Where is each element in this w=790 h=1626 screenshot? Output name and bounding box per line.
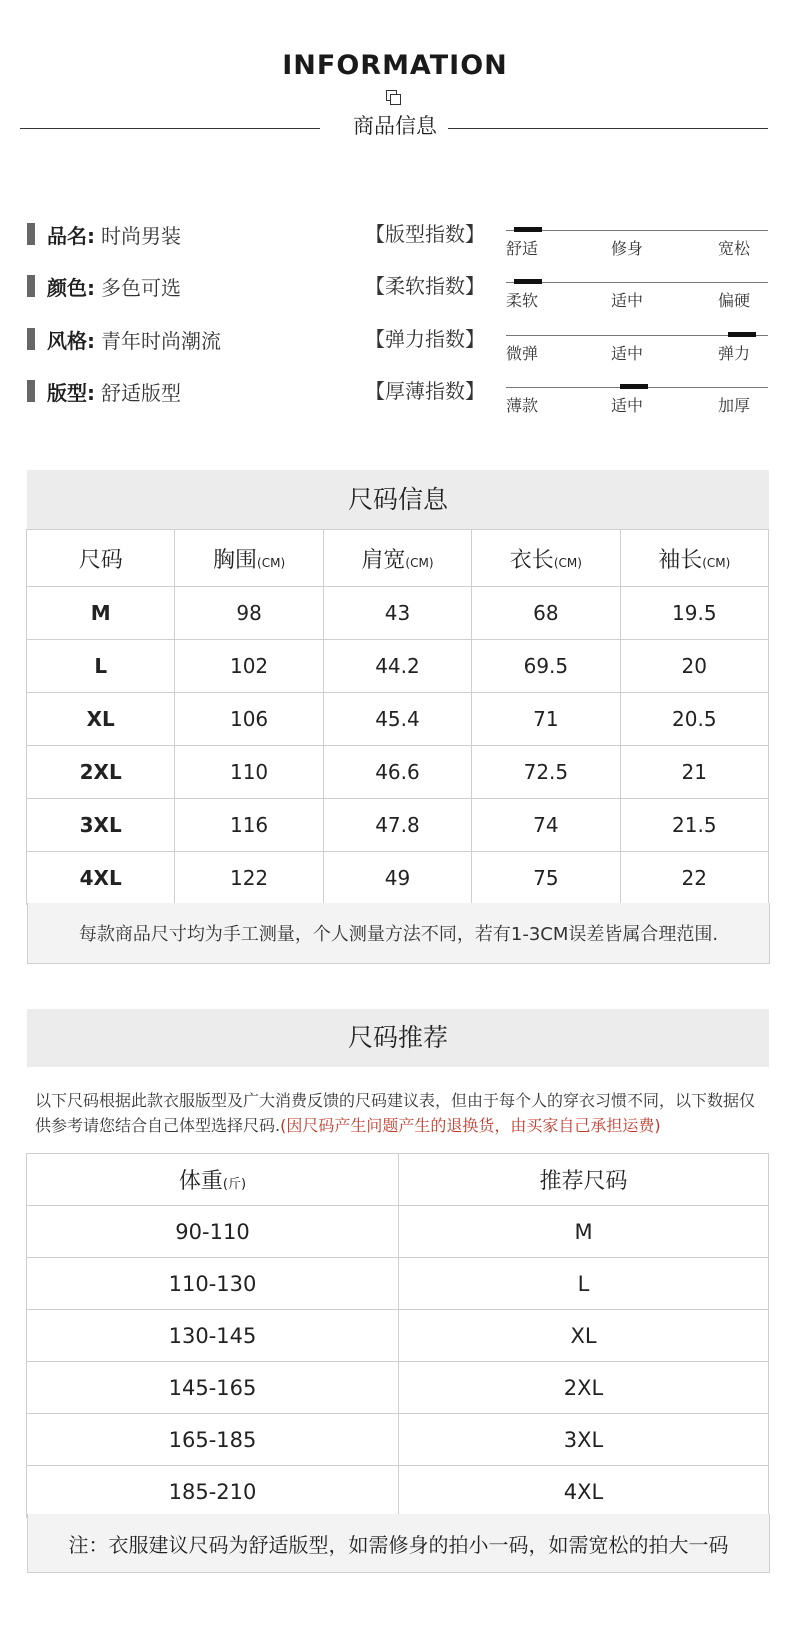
table-cell: 68 — [472, 587, 620, 640]
overlap-squares-icon — [386, 90, 400, 104]
attribute-value: 多色可选 — [101, 275, 181, 300]
index-scale — [506, 274, 768, 314]
table-cell: 20 — [620, 640, 768, 693]
table-cell: 49 — [323, 852, 471, 905]
table-cell: 45.4 — [323, 693, 471, 746]
column-unit: (斤) — [222, 1177, 247, 1192]
column-unit: (CM) — [702, 555, 731, 570]
index-label: 【弹力指数】 — [365, 327, 485, 351]
column-unit: (CM) — [405, 555, 434, 570]
scale-marker — [728, 332, 756, 337]
table-cell: 74 — [472, 799, 620, 852]
scale-line — [506, 230, 768, 231]
table-cell: 4XL — [27, 852, 175, 905]
table-cell: 47.8 — [323, 799, 471, 852]
table-row — [27, 1258, 769, 1310]
table-cell: 21 — [620, 746, 768, 799]
attribute-key: 品名: — [47, 223, 95, 248]
attribute-key: 版型: — [47, 380, 95, 405]
attribute-bar — [27, 275, 35, 297]
page-title: INFORMATION — [282, 50, 508, 81]
table-row — [27, 852, 769, 905]
scale-option: 舒适 — [506, 239, 539, 258]
scale-marker — [620, 384, 648, 389]
column-name: 袖长 — [658, 547, 703, 573]
attribute-row — [27, 376, 181, 406]
attribute-bar — [27, 328, 35, 350]
table-row — [27, 1310, 769, 1362]
index-label: 【柔软指数】 — [365, 274, 485, 298]
table-cell: 90-110 — [27, 1206, 399, 1258]
table-cell: 165-185 — [27, 1414, 399, 1466]
scale-option: 修身 — [611, 239, 644, 258]
table-row — [27, 799, 769, 852]
column-unit: (CM) — [553, 555, 582, 570]
table-cell: M — [399, 1206, 769, 1258]
column-name: 尺码 — [78, 547, 123, 573]
table-cell: 71 — [472, 693, 620, 746]
table-cell: L — [399, 1258, 769, 1310]
size-recommend-note: 注：衣服建议尺码为舒适版型，如需修身的拍小一码，如需宽松的拍大一码 — [27, 1514, 770, 1573]
attribute-bar — [27, 380, 35, 402]
table-cell: 4XL — [399, 1466, 769, 1518]
table-cell: 75 — [472, 852, 620, 905]
table-row — [27, 1206, 769, 1258]
recommend-desc-text: 以下尺码根据此款衣服版型及广大消费反馈的尺码建议表，但由于每个人的穿衣习惯不同，以下数据仅供参考请您结合自己体型选择尺码. — [35, 1091, 756, 1135]
column-header — [175, 530, 323, 587]
scale-line — [506, 282, 768, 283]
table-cell: XL — [27, 693, 175, 746]
table-cell: 2XL — [27, 746, 175, 799]
attribute-key: 颜色: — [47, 275, 95, 300]
table-cell: 185-210 — [27, 1466, 399, 1518]
table-cell: 44.2 — [323, 640, 471, 693]
size-recommend-desc — [27, 1088, 769, 1138]
column-header — [620, 530, 768, 587]
table-cell: M — [27, 587, 175, 640]
scale-option: 适中 — [611, 291, 644, 310]
table-cell: 21.5 — [620, 799, 768, 852]
scale-option: 柔软 — [506, 291, 539, 310]
scale-option: 偏硬 — [718, 291, 751, 310]
scale-option: 适中 — [611, 396, 644, 415]
column-header — [472, 530, 620, 587]
table-cell: 20.5 — [620, 693, 768, 746]
table-row — [27, 640, 769, 693]
table-cell: 98 — [175, 587, 323, 640]
size-info-table — [26, 529, 769, 905]
column-header — [27, 530, 175, 587]
attribute-row — [27, 271, 181, 301]
table-cell: 122 — [175, 852, 323, 905]
scale-option: 弹力 — [718, 344, 751, 363]
table-cell: 19.5 — [620, 587, 768, 640]
table-cell: 110 — [175, 746, 323, 799]
table-cell: 110-130 — [27, 1258, 399, 1310]
table-cell: 3XL — [399, 1414, 769, 1466]
table-cell: 2XL — [399, 1362, 769, 1414]
table-cell: 102 — [175, 640, 323, 693]
attribute-row — [27, 219, 181, 249]
column-name: 体重 — [178, 1169, 223, 1194]
attribute-bar — [27, 223, 35, 245]
scale-marker — [514, 279, 542, 284]
scale-option: 微弹 — [506, 344, 539, 363]
table-cell: 3XL — [27, 799, 175, 852]
size-info-title: 尺码信息 — [27, 470, 769, 529]
size-recommend-title: 尺码推荐 — [27, 1009, 769, 1067]
scale-option: 适中 — [611, 344, 644, 363]
table-cell: 46.6 — [323, 746, 471, 799]
table-cell: 69.5 — [472, 640, 620, 693]
column-header — [323, 530, 471, 587]
index-scale — [506, 222, 768, 262]
table-cell: 72.5 — [472, 746, 620, 799]
section-subtitle: 商品信息 — [353, 114, 437, 138]
table-cell: 145-165 — [27, 1362, 399, 1414]
scale-option: 加厚 — [718, 396, 751, 415]
table-cell: 116 — [175, 799, 323, 852]
column-header — [27, 1154, 399, 1206]
scale-marker — [514, 227, 542, 232]
table-row — [27, 587, 769, 640]
divider-right — [448, 128, 768, 129]
column-name: 衣长 — [509, 547, 554, 573]
column-unit: (CM) — [257, 555, 286, 570]
return-warning-text: (因尺码产生问题产生的退换货，由买家自己承担运费) — [280, 1116, 661, 1135]
index-scale — [506, 379, 768, 419]
scale-option: 薄款 — [506, 396, 539, 415]
table-cell: XL — [399, 1310, 769, 1362]
column-header: 推荐尺码 — [399, 1154, 769, 1206]
table-row — [27, 746, 769, 799]
size-recommend-table — [26, 1153, 769, 1518]
table-row — [27, 1414, 769, 1466]
attribute-value: 青年时尚潮流 — [101, 328, 221, 353]
table-row — [27, 693, 769, 746]
size-info-note: 每款商品尺寸均为手工测量，个人测量方法不同，若有1-3CM误差皆属合理范围. — [27, 903, 770, 964]
table-header-row — [27, 530, 769, 587]
table-row — [27, 1466, 769, 1518]
table-header-row — [27, 1154, 769, 1206]
column-name: 肩宽 — [361, 547, 406, 573]
scale-option: 宽松 — [718, 239, 751, 258]
table-cell: 130-145 — [27, 1310, 399, 1362]
column-name: 胸围 — [213, 547, 258, 573]
attribute-value: 舒适版型 — [101, 380, 181, 405]
index-label: 【厚薄指数】 — [365, 379, 485, 403]
attribute-row — [27, 324, 221, 354]
attribute-value: 时尚男装 — [101, 223, 181, 248]
index-label: 【版型指数】 — [365, 222, 485, 246]
table-cell: 106 — [175, 693, 323, 746]
table-cell: 22 — [620, 852, 768, 905]
attribute-key: 风格: — [47, 328, 95, 353]
index-scale — [506, 327, 768, 367]
table-row — [27, 1362, 769, 1414]
table-cell: 43 — [323, 587, 471, 640]
table-cell: L — [27, 640, 175, 693]
